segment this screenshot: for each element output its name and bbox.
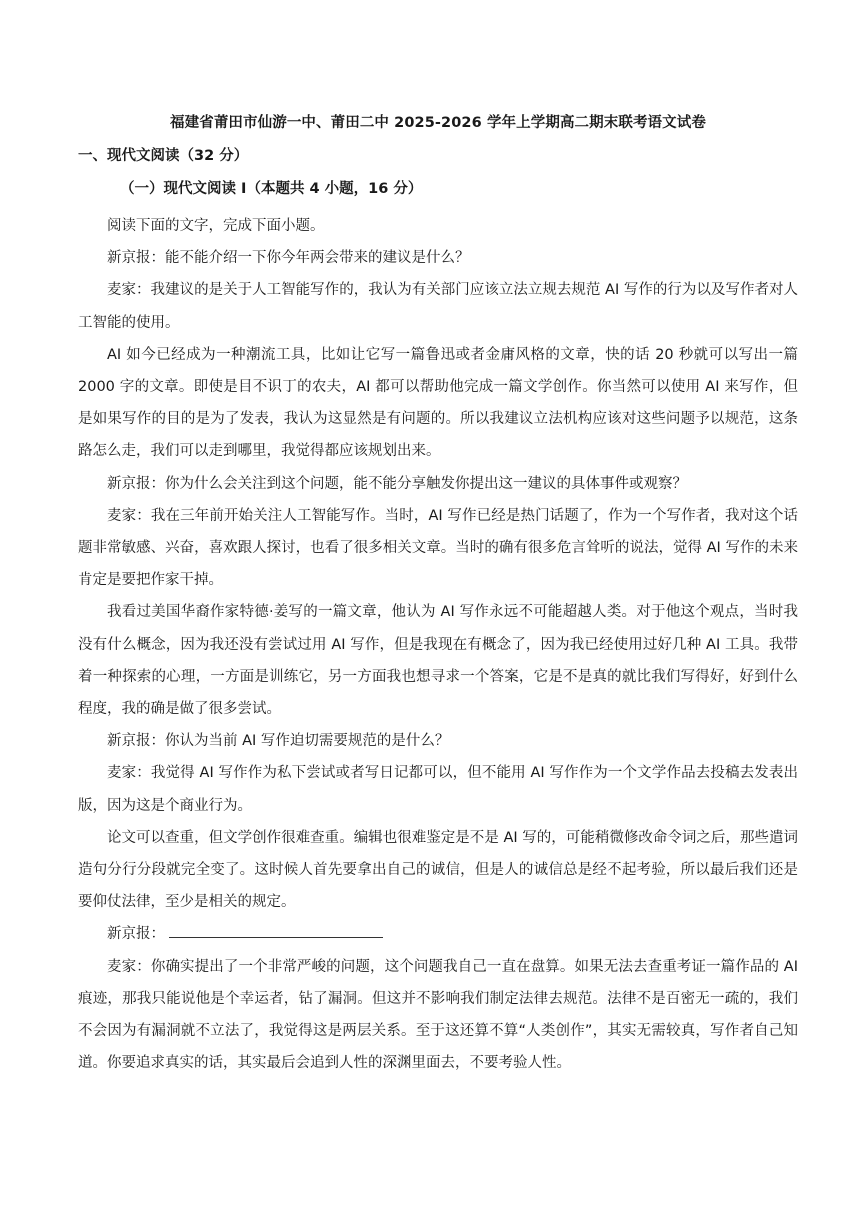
paragraph: 新京报：你认为当前 AI 写作迫切需要规范的是什么？ xyxy=(107,733,450,750)
paragraph: 我看过美国华裔作家特德·姜写的一篇文章，他认为 AI 写作永远不可能超越人类。对于他这个观点，当时我没有什么概念，因为我还没有尝试过用 AI 写作，但是我现在有概念了，因为我已经使用过好几种 AI 工具。我带着一种探索的心理，一方面是训练它，另一方面我也想寻求一个答案，它是不是真的就比我们写得好，好到什么程度，我的确是做了很多尝试。 xyxy=(78,604,798,718)
blank-question xyxy=(78,918,798,950)
sub-heading: （一）现代文阅读 I（本题共 4 小题，16 分） xyxy=(120,181,423,197)
paragraph: AI 如今已经成为一种潮流工具，比如让它写一篇鲁迅或者金庸风格的文章，快的话 20 秒就可以写出一篇 2000 字的文章。即使是目不识丁的农夫，AI 都可以帮助他完成一篇文学创作。你当然可以使用 AI 来写作，但是如果写作的目的是为了发表，我认为这显然是有问题的。所以我建议立法机构应该对这些问题予以规范，这条路怎么走，我们可以走到哪里，我觉得都应该规划出来。 xyxy=(78,346,798,460)
section-heading: 一、现代文阅读（32 分） xyxy=(78,148,249,164)
paragraph: 新京报：能不能介绍一下你今年两会带来的建议是什么？ xyxy=(107,250,470,267)
answer-blank-line xyxy=(169,923,383,938)
paragraph: 阅读下面的文字，完成下面小题。 xyxy=(107,218,325,234)
document-title: 福建省莆田市仙游一中、莆田二中 2025-2026 学年上学期高二期末联考语文试卷 xyxy=(170,115,706,131)
document-page xyxy=(78,0,798,1227)
paragraph: 麦家：我建议的是关于人工智能写作的，我认为有关部门应该立法立规去规范 AI 写作的行为以及写作者对人工智能的使用。 xyxy=(78,282,798,331)
paragraph: 新京报：你为什么会关注到这个问题，能不能分享触发你提出这一建议的具体事件或观察？ xyxy=(107,475,687,492)
paragraph: 麦家：你确实提出了一个非常严峻的问题，这个问题我自己一直在盘算。如果无法去查重考证一篇作品的 AI 痕迹，那我只能说他是个幸运者，钻了漏洞。但这并不影响我们制定法律去规范。法律不是百密无一疏的，我们不会因为有漏洞就不立法了，我觉得这是两层关系。至于这还算不算“人类创作”，其实无需较真，写作者自己知道。你要追求真实的话，其实最后会追到人性的深渊里面去，不要考验人性。 xyxy=(78,958,798,1072)
blank-question-label: 新京报： xyxy=(107,926,165,943)
paragraph: 麦家：我在三年前开始关注人工智能写作。当时，AI 写作已经是热门话题了，作为一个写作者，我对这个话题非常敏感、兴奋，喜欢跟人探讨，也看了很多相关文章。当时的确有很多危言耸听的说法，觉得 AI 写作的未来肯定是要把作家干掉。 xyxy=(78,507,798,589)
paragraph: 麦家：我觉得 AI 写作作为私下尝试或者写日记都可以，但不能用 AI 写作作为一个文学作品去投稿去发表出版，因为这是个商业行为。 xyxy=(78,765,798,814)
paragraph: 论文可以查重，但文学创作很难查重。编辑也很难鉴定是不是 AI 写的，可能稍微修改命令词之后，那些遣词造句分行分段就完全变了。这时候人首先要拿出自己的诚信，但是人的诚信总是经不起考验，所以最后我们还是要仰仗法律，至少是相关的规定。 xyxy=(78,829,798,911)
article-body xyxy=(78,210,798,1079)
